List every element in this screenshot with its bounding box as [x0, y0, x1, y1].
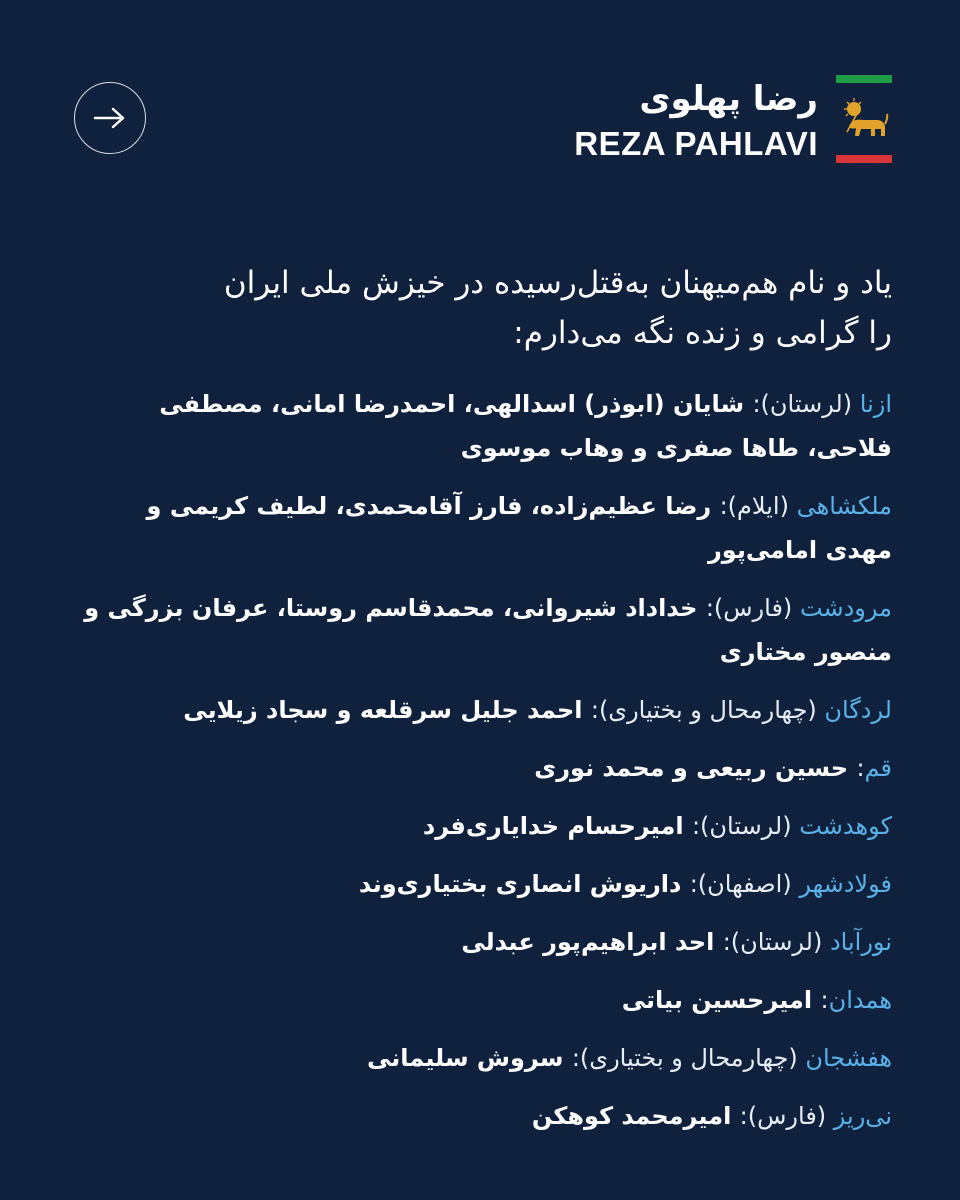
- province-name: (فارس):: [705, 594, 800, 622]
- brand-emblem: [836, 75, 892, 163]
- province-name: (اصفهان):: [689, 870, 800, 898]
- next-button[interactable]: [74, 82, 146, 154]
- victim-names: حسین ربیعی و محمد نوری: [534, 754, 857, 782]
- place-name: لردگان: [824, 696, 892, 724]
- place-name: همدان: [828, 986, 892, 1014]
- list-item: [76, 688, 892, 732]
- brand-name-persian: رضا پهلوی: [639, 79, 818, 119]
- intro-line-1: یاد و نام هم‌میهنان به‌قتل‌رسیده در خیزش ملی ایران: [223, 265, 892, 301]
- province-name: (ایلام):: [719, 492, 797, 520]
- flag-green-stripe: [836, 75, 892, 83]
- province-name: :: [820, 986, 829, 1014]
- province-name: (لرستان):: [752, 390, 860, 418]
- memorial-text: [76, 258, 892, 1152]
- list-item: [76, 586, 892, 674]
- victim-names: امیرحسین بیاتی: [621, 986, 821, 1014]
- place-name: ازنا: [859, 390, 892, 418]
- place-name: کوهدشت: [799, 812, 892, 840]
- list-item: [76, 862, 892, 906]
- province-name: (لرستان):: [691, 812, 800, 840]
- province-name: (چهارمحال و بختیاری):: [571, 1044, 806, 1072]
- list-item: [76, 484, 892, 572]
- brand-text: [574, 74, 818, 164]
- place-name: ملکشاهی: [796, 492, 892, 520]
- province-name: (چهارمحال و بختیاری):: [590, 696, 825, 724]
- victim-names: احد ابراهیم‌پور عبدلی: [461, 928, 723, 956]
- flag-red-stripe: [836, 155, 892, 163]
- list-item: [76, 1094, 892, 1138]
- victim-names: سروش سلیمانی: [366, 1044, 572, 1072]
- victim-names: داریوش انصاری بختیاری‌وند: [358, 870, 690, 898]
- victim-names: امیرحسام خدایاری‌فرد: [422, 812, 692, 840]
- brand-name-english: REZA PAHLAVI: [574, 125, 818, 162]
- victim-names: احمد جلیل سرقلعه و سجاد زیلایی: [183, 696, 591, 724]
- victim-names: خداداد شیروانی، محمدقاسم روستا، عرفان بزرگی و منصور مختاری: [84, 594, 892, 666]
- list-item: [76, 978, 892, 1022]
- intro-line-2: را گرامی و زنده نگه می‌دارم:: [513, 315, 892, 351]
- victim-names: شایان (ابوذر) اسدالهی، احمدرضا امانی، مصطفی فلاحی، طاها صفری و وهاب موسوی: [159, 390, 892, 462]
- intro-paragraph: [76, 258, 892, 358]
- list-item: [76, 920, 892, 964]
- province-name: (لرستان):: [722, 928, 830, 956]
- place-name: فولادشهر: [799, 870, 892, 898]
- place-name: نورآباد: [829, 928, 892, 956]
- list-item: [76, 804, 892, 848]
- lion-and-sun-icon: [836, 83, 892, 155]
- list-item: [76, 382, 892, 470]
- place-name: نی‌ریز: [833, 1102, 892, 1130]
- place-name: مرودشت: [799, 594, 892, 622]
- arrow-right-icon: [93, 106, 127, 130]
- place-name: قم: [864, 754, 892, 782]
- victim-names: رضا عظیم‌زاده، فارز آقامحمدی، لطیف کریمی و مهدی امامی‌پور: [146, 492, 892, 564]
- victim-names: امیرمحمد کوهکن: [531, 1102, 740, 1130]
- province-name: :: [856, 754, 865, 782]
- list-item: [76, 746, 892, 790]
- brand-header: [574, 74, 892, 164]
- province-name: (فارس):: [739, 1102, 834, 1130]
- list-item: [76, 1036, 892, 1080]
- place-name: هفشجان: [805, 1044, 892, 1072]
